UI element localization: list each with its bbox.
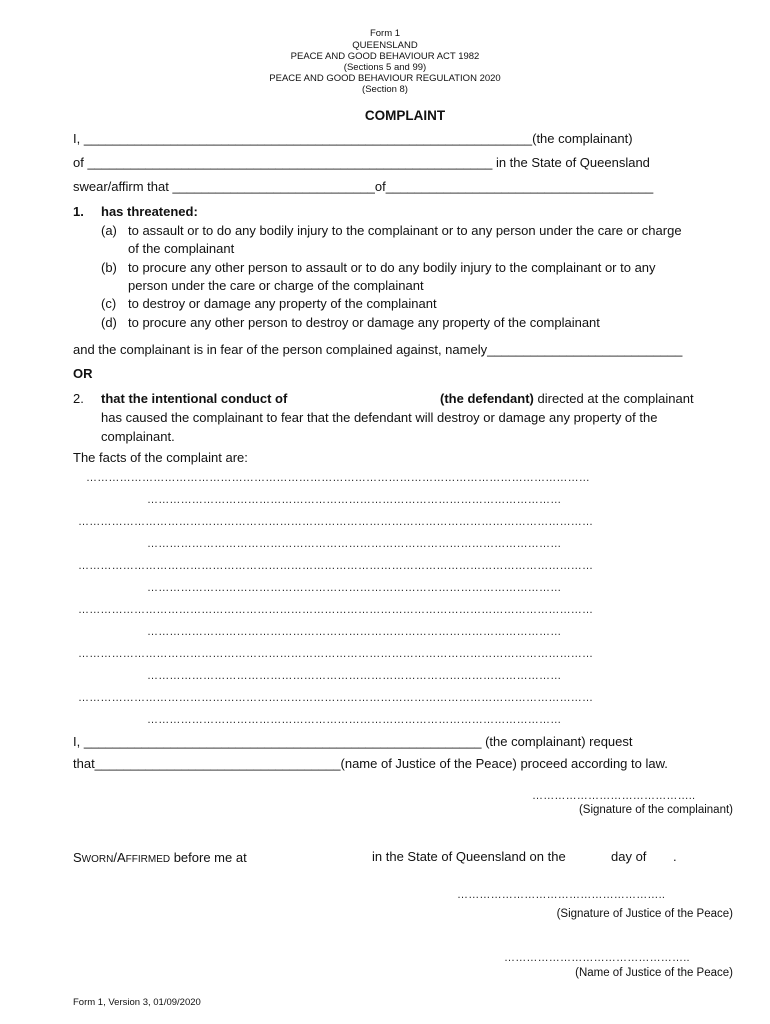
item1-c-text: to destroy or damage any property of the complainant — [128, 296, 437, 311]
item1-b-label: (b) — [101, 260, 117, 275]
facts-line[interactable]: ………………………………………………………………………………………………………………………… — [78, 692, 594, 704]
request-complainant-blank: I, _______________________________________________________ — [73, 734, 482, 749]
facts-line[interactable]: ………………………………………………………………………………………………… — [147, 538, 562, 550]
facts-line[interactable]: ……………………………………………………………………………………………………………………… — [86, 472, 590, 484]
item1-d-label: (d) — [101, 315, 117, 330]
complainant-signature-line[interactable]: …………………………………….. — [532, 790, 696, 802]
item1-a-label: (a) — [101, 223, 117, 238]
regulation-title: PEACE AND GOOD BEHAVIOUR REGULATION 2020 — [269, 73, 501, 84]
regulation-section: (Section 8) — [362, 84, 408, 95]
facts-line[interactable]: ………………………………………………………………………………………………… — [147, 582, 562, 594]
state-label: in the State of Queensland — [492, 155, 650, 170]
item2-number: 2. — [73, 391, 84, 406]
item1-heading: has threatened: — [101, 204, 198, 219]
sworn-label: SWORN/AFFIRMED before me at — [73, 850, 247, 865]
jp-signature-label: (Signature of Justice of the Peace) — [556, 908, 733, 920]
act-sections: (Sections 5 and 99) — [343, 62, 427, 73]
justice-line — [73, 756, 668, 771]
form-version-footer: Form 1, Version 3, 01/09/2020 — [73, 997, 201, 1008]
address-blank: of ________________________________________________________ — [73, 155, 493, 170]
swear-line: swear/affirm that ____________________________of_____________________________________ — [73, 179, 654, 194]
facts-line[interactable]: ………………………………………………………………………………………………… — [147, 670, 562, 682]
sworn-state-text: in the State of Queensland on the — [372, 849, 566, 864]
facts-line[interactable]: ………………………………………………………………………………………………… — [147, 626, 562, 638]
facts-label: The facts of the complaint are: — [73, 450, 248, 465]
item1-b-text: to procure any other person to assault or to do any bodily injury to the complainant or to any — [128, 260, 656, 275]
complainant-line — [73, 131, 633, 146]
address-line — [73, 155, 650, 170]
fear-line: and the complainant is in fear of the person complained against, namely___________________________ — [73, 342, 683, 357]
item2-text-line2: has caused the complainant to fear that the defendant will destroy or damage any property of the — [101, 410, 658, 425]
jp-name-line[interactable]: ………………………………………….. — [504, 952, 690, 964]
item1-a-text-cont: of the complainant — [128, 241, 235, 256]
item1-d-text: to procure any other person to destroy or damage any property of the complainant — [128, 315, 600, 330]
item2-text-line3: complainant. — [101, 429, 175, 444]
request-line — [73, 734, 633, 749]
act-title: PEACE AND GOOD BEHAVIOUR ACT 1982 — [290, 51, 480, 62]
state-heading: QUEENSLAND — [352, 40, 418, 51]
item2-text: directed at the complainant — [533, 391, 694, 406]
jp-name-label: (Name of Justice of the Peace) — [575, 967, 733, 979]
facts-line[interactable]: ………………………………………………………………………………………………………………………… — [78, 560, 594, 572]
facts-line[interactable]: ………………………………………………………………………………………………………………………… — [78, 648, 594, 660]
item2-defendant-line — [440, 391, 694, 406]
complainant-signature-label: (Signature of the complainant) — [578, 804, 733, 816]
defendant-label: (the defendant) — [440, 391, 534, 406]
jp-signature-line[interactable]: ……………………………………………….. — [457, 889, 666, 901]
request-label: (the complainant) request — [481, 734, 633, 749]
item1-c-label: (c) — [101, 296, 117, 311]
complainant-label: (the complainant) — [532, 131, 633, 146]
item1-number: 1. — [73, 204, 84, 219]
item1-a-text: to assault or to do any bodily injury to the complainant or to any person under the care or charge — [128, 223, 682, 238]
sworn-day-text: day of — [611, 849, 647, 864]
complainant-blank: I, ______________________________________________________________ — [73, 131, 533, 146]
item1-b-text-cont: person under the care or charge of the complainant — [128, 278, 424, 293]
form-number: Form 1 — [369, 28, 401, 39]
facts-line[interactable]: ………………………………………………………………………………………………………………………… — [78, 604, 594, 616]
facts-line[interactable]: ………………………………………………………………………………………………………………………… — [78, 516, 594, 528]
justice-label: (name of Justice of the Peace) proceed according to law. — [340, 756, 668, 771]
document-title: COMPLAINT — [364, 108, 446, 123]
facts-line[interactable]: ………………………………………………………………………………………………… — [147, 714, 562, 726]
item2-conduct-label: that the intentional conduct of — [101, 391, 288, 406]
facts-line[interactable]: ………………………………………………………………………………………………… — [147, 494, 562, 506]
justice-name-blank: that__________________________________ — [73, 756, 341, 771]
sworn-period: . — [673, 849, 677, 864]
or-separator: OR — [73, 366, 93, 381]
